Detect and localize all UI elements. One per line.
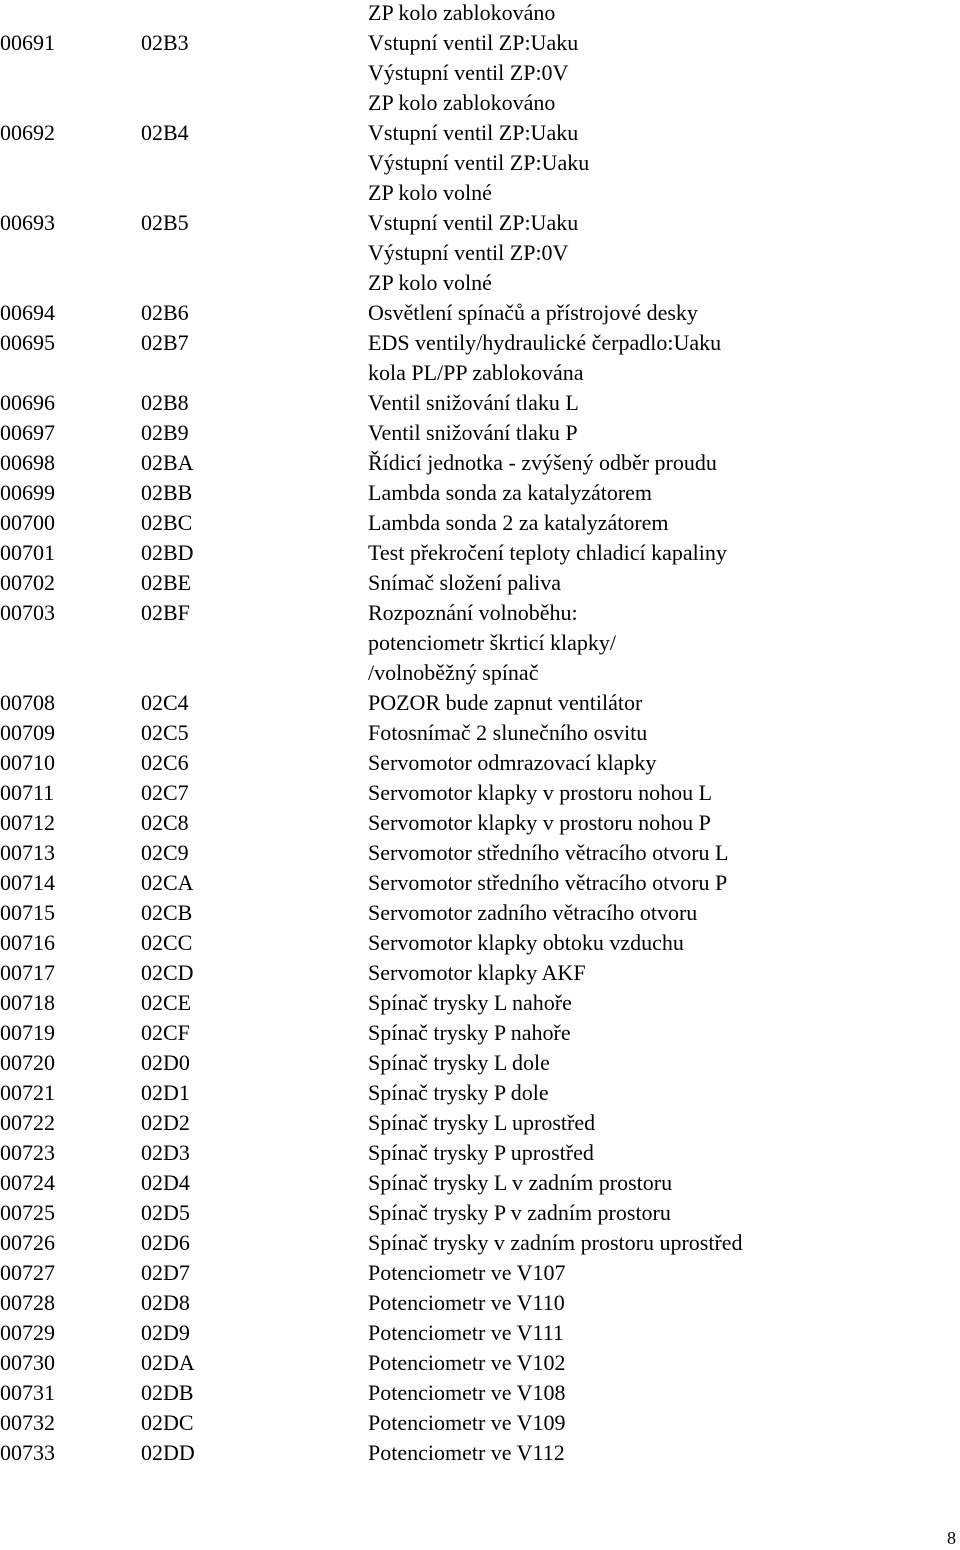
description-cell: Snímač složení paliva xyxy=(368,570,562,595)
fault-code-cell: 00730 xyxy=(0,1350,55,1375)
table-row xyxy=(0,930,960,960)
hex-code-cell: 02D2 xyxy=(141,1110,190,1135)
table-row xyxy=(0,360,960,390)
fault-code-cell: 00700 xyxy=(0,510,55,535)
description-cell: potenciometr škrticí klapky/ xyxy=(368,630,617,655)
hex-code-cell: 02B7 xyxy=(141,330,189,355)
description-cell: Spínač trysky P nahoře xyxy=(368,1020,571,1045)
fault-code-cell: 00714 xyxy=(0,870,55,895)
hex-code-cell: 02C8 xyxy=(141,810,189,835)
table-row xyxy=(0,1440,960,1470)
fault-code-cell: 00713 xyxy=(0,840,55,865)
fault-code-cell: 00701 xyxy=(0,540,55,565)
hex-code-cell: 02B6 xyxy=(141,300,189,325)
description-cell: Spínač trysky L nahoře xyxy=(368,990,572,1015)
table-row xyxy=(0,1350,960,1380)
hex-code-cell: 02D7 xyxy=(141,1260,190,1285)
table-row xyxy=(0,1230,960,1260)
fault-code-cell: 00709 xyxy=(0,720,55,745)
description-cell: Servomotor středního větracího otvoru L xyxy=(368,840,729,865)
fault-code-cell: 00712 xyxy=(0,810,55,835)
table-row xyxy=(0,960,960,990)
description-cell: Fotosnímač 2 slunečního osvitu xyxy=(368,720,648,745)
hex-code-cell: 02BD xyxy=(141,540,194,565)
hex-code-cell: 02DA xyxy=(141,1350,195,1375)
description-cell: Výstupní ventil ZP:0V xyxy=(368,240,569,265)
table-row xyxy=(0,540,960,570)
fault-code-cell: 00692 xyxy=(0,120,55,145)
table-row xyxy=(0,1080,960,1110)
fault-code-cell: 00693 xyxy=(0,210,55,235)
description-cell: Servomotor zadního větracího otvoru xyxy=(368,900,698,925)
table-row xyxy=(0,390,960,420)
table-row xyxy=(0,60,960,90)
fault-code-cell: 00731 xyxy=(0,1380,55,1405)
description-cell: Potenciometr ve V102 xyxy=(368,1350,566,1375)
hex-code-cell: 02D6 xyxy=(141,1230,190,1255)
description-cell: Ventil snižování tlaku P xyxy=(368,420,578,445)
table-row xyxy=(0,1050,960,1080)
description-cell: Spínač trysky P uprostřed xyxy=(368,1140,594,1165)
table-row xyxy=(0,1260,960,1290)
fault-code-cell: 00732 xyxy=(0,1410,55,1435)
fault-code-cell: 00695 xyxy=(0,330,55,355)
table-row xyxy=(0,270,960,300)
table-row xyxy=(0,1320,960,1350)
table-row xyxy=(0,1410,960,1440)
description-cell: kola PL/PP zablokována xyxy=(368,360,584,385)
hex-code-cell: 02C4 xyxy=(141,690,189,715)
fault-code-cell: 00696 xyxy=(0,390,55,415)
description-cell: Spínač trysky v zadním prostoru uprostřed xyxy=(368,1230,743,1255)
hex-code-cell: 02CE xyxy=(141,990,192,1015)
hex-code-cell: 02CF xyxy=(141,1020,190,1045)
description-cell: Potenciometr ve V109 xyxy=(368,1410,566,1435)
description-cell: Potenciometr ve V110 xyxy=(368,1290,565,1315)
table-row xyxy=(0,780,960,810)
hex-code-cell: 02C6 xyxy=(141,750,189,775)
hex-code-cell: 02CB xyxy=(141,900,193,925)
table-row xyxy=(0,750,960,780)
hex-code-cell: 02B8 xyxy=(141,390,189,415)
hex-code-cell: 02B4 xyxy=(141,120,189,145)
hex-code-cell: 02B3 xyxy=(141,30,189,55)
table-row xyxy=(0,420,960,450)
fault-code-cell: 00699 xyxy=(0,480,55,505)
hex-code-cell: 02C7 xyxy=(141,780,189,805)
table-row xyxy=(0,510,960,540)
fault-code-cell: 00716 xyxy=(0,930,55,955)
fault-code-cell: 00697 xyxy=(0,420,55,445)
table-row xyxy=(0,990,960,1020)
table-row xyxy=(0,240,960,270)
hex-code-cell: 02DC xyxy=(141,1410,194,1435)
description-cell: Vstupní ventil ZP:Uaku xyxy=(368,210,579,235)
description-cell: Spínač trysky P dole xyxy=(368,1080,549,1105)
fault-code-cell: 00726 xyxy=(0,1230,55,1255)
table-row xyxy=(0,330,960,360)
hex-code-cell: 02BF xyxy=(141,600,190,625)
table-row xyxy=(0,870,960,900)
hex-code-cell: 02B5 xyxy=(141,210,189,235)
table-row xyxy=(0,210,960,240)
description-cell: Potenciometr ve V108 xyxy=(368,1380,566,1405)
fault-code-cell: 00721 xyxy=(0,1080,55,1105)
table-row xyxy=(0,810,960,840)
table-row xyxy=(0,1140,960,1170)
fault-code-cell: 00724 xyxy=(0,1170,55,1195)
table-row xyxy=(0,1020,960,1050)
description-cell: EDS ventily/hydraulické čerpadlo:Uaku xyxy=(368,330,722,355)
description-cell: Vstupní ventil ZP:Uaku xyxy=(368,30,579,55)
fault-code-cell: 00715 xyxy=(0,900,55,925)
fault-code-cell: 00722 xyxy=(0,1110,55,1135)
hex-code-cell: 02CA xyxy=(141,870,194,895)
fault-code-cell: 00694 xyxy=(0,300,55,325)
fault-code-cell: 00729 xyxy=(0,1320,55,1345)
fault-code-cell: 00723 xyxy=(0,1140,55,1165)
table-row xyxy=(0,0,960,30)
table-row xyxy=(0,570,960,600)
table-row xyxy=(0,150,960,180)
description-cell: Spínač trysky L v zadním prostoru xyxy=(368,1170,673,1195)
hex-code-cell: 02B9 xyxy=(141,420,189,445)
description-cell: Spínač trysky L uprostřed xyxy=(368,1110,596,1135)
hex-code-cell: 02D3 xyxy=(141,1140,190,1165)
table-row xyxy=(0,90,960,120)
table-row xyxy=(0,480,960,510)
table-row xyxy=(0,690,960,720)
description-cell: Potenciometr ve V112 xyxy=(368,1440,565,1465)
description-cell: ZP kolo zablokováno xyxy=(368,90,556,115)
description-cell: /volnoběžný spínač xyxy=(368,660,539,685)
hex-code-cell: 02DD xyxy=(141,1440,195,1465)
hex-code-cell: 02D9 xyxy=(141,1320,190,1345)
fault-code-cell: 00717 xyxy=(0,960,55,985)
table-row xyxy=(0,1380,960,1410)
description-cell: Lambda sonda 2 za katalyzátorem xyxy=(368,510,669,535)
table-row xyxy=(0,600,960,630)
description-cell: Spínač trysky P v zadním prostoru xyxy=(368,1200,671,1225)
description-cell: Servomotor klapky AKF xyxy=(368,960,586,985)
description-cell: Vstupní ventil ZP:Uaku xyxy=(368,120,579,145)
description-cell: Potenciometr ve V111 xyxy=(368,1320,564,1345)
table-row xyxy=(0,900,960,930)
fault-code-cell: 00691 xyxy=(0,30,55,55)
fault-code-cell: 00727 xyxy=(0,1260,55,1285)
description-cell: Test překročení teploty chladicí kapaliny xyxy=(368,540,727,565)
hex-code-cell: 02D4 xyxy=(141,1170,190,1195)
description-cell: Potenciometr ve V107 xyxy=(368,1260,566,1285)
table-row xyxy=(0,120,960,150)
fault-code-cell: 00708 xyxy=(0,690,55,715)
description-cell: Osvětlení spínačů a přístrojové desky xyxy=(368,300,698,325)
table-row xyxy=(0,180,960,210)
fault-code-cell: 00733 xyxy=(0,1440,55,1465)
description-cell: Řídicí jednotka - zvýšený odběr proudu xyxy=(368,450,717,475)
table-row xyxy=(0,1290,960,1320)
table-row xyxy=(0,450,960,480)
hex-code-cell: 02C9 xyxy=(141,840,189,865)
hex-code-cell: 02BA xyxy=(141,450,194,475)
table-row xyxy=(0,1110,960,1140)
description-cell: POZOR bude zapnut ventilátor xyxy=(368,690,643,715)
description-cell: ZP kolo volné xyxy=(368,270,492,295)
description-cell: Ventil snižování tlaku L xyxy=(368,390,579,415)
hex-code-cell: 02D8 xyxy=(141,1290,190,1315)
hex-code-cell: 02C5 xyxy=(141,720,189,745)
description-cell: ZP kolo zablokováno xyxy=(368,0,556,25)
hex-code-cell: 02CD xyxy=(141,960,194,985)
table-row xyxy=(0,300,960,330)
fault-code-cell: 00698 xyxy=(0,450,55,475)
fault-code-cell: 00725 xyxy=(0,1200,55,1225)
description-cell: Spínač trysky L dole xyxy=(368,1050,550,1075)
table-row xyxy=(0,840,960,870)
hex-code-cell: 02BE xyxy=(141,570,192,595)
fault-code-cell: 00702 xyxy=(0,570,55,595)
hex-code-cell: 02DB xyxy=(141,1380,194,1405)
fault-code-cell: 00718 xyxy=(0,990,55,1015)
description-cell: Servomotor klapky obtoku vzduchu xyxy=(368,930,684,955)
description-cell: Servomotor klapky v prostoru nohou L xyxy=(368,780,713,805)
description-cell: Servomotor odmrazovací klapky xyxy=(368,750,657,775)
description-cell: Lambda sonda za katalyzátorem xyxy=(368,480,653,505)
description-cell: Výstupní ventil ZP:0V xyxy=(368,60,569,85)
hex-code-cell: 02BB xyxy=(141,480,193,505)
fault-code-cell: 00710 xyxy=(0,750,55,775)
fault-code-cell: 00703 xyxy=(0,600,55,625)
hex-code-cell: 02D1 xyxy=(141,1080,190,1105)
description-cell: Servomotor klapky v prostoru nohou P xyxy=(368,810,711,835)
hex-code-cell: 02D0 xyxy=(141,1050,190,1075)
table-row xyxy=(0,30,960,60)
description-cell: Servomotor středního větracího otvoru P xyxy=(368,870,728,895)
table-row xyxy=(0,1200,960,1230)
table-row xyxy=(0,630,960,660)
fault-code-cell: 00719 xyxy=(0,1020,55,1045)
hex-code-cell: 02CC xyxy=(141,930,193,955)
description-cell: ZP kolo volné xyxy=(368,180,492,205)
table-row xyxy=(0,660,960,690)
description-cell: Výstupní ventil ZP:Uaku xyxy=(368,150,590,175)
hex-code-cell: 02D5 xyxy=(141,1200,190,1225)
hex-code-cell: 02BC xyxy=(141,510,193,535)
fault-code-cell: 00711 xyxy=(0,780,55,805)
page-number: 8 xyxy=(947,1528,956,1548)
fault-code-cell: 00728 xyxy=(0,1290,55,1315)
fault-code-cell: 00720 xyxy=(0,1050,55,1075)
table-row xyxy=(0,720,960,750)
table-row xyxy=(0,1170,960,1200)
description-cell: Rozpoznání volnoběhu: xyxy=(368,600,578,625)
